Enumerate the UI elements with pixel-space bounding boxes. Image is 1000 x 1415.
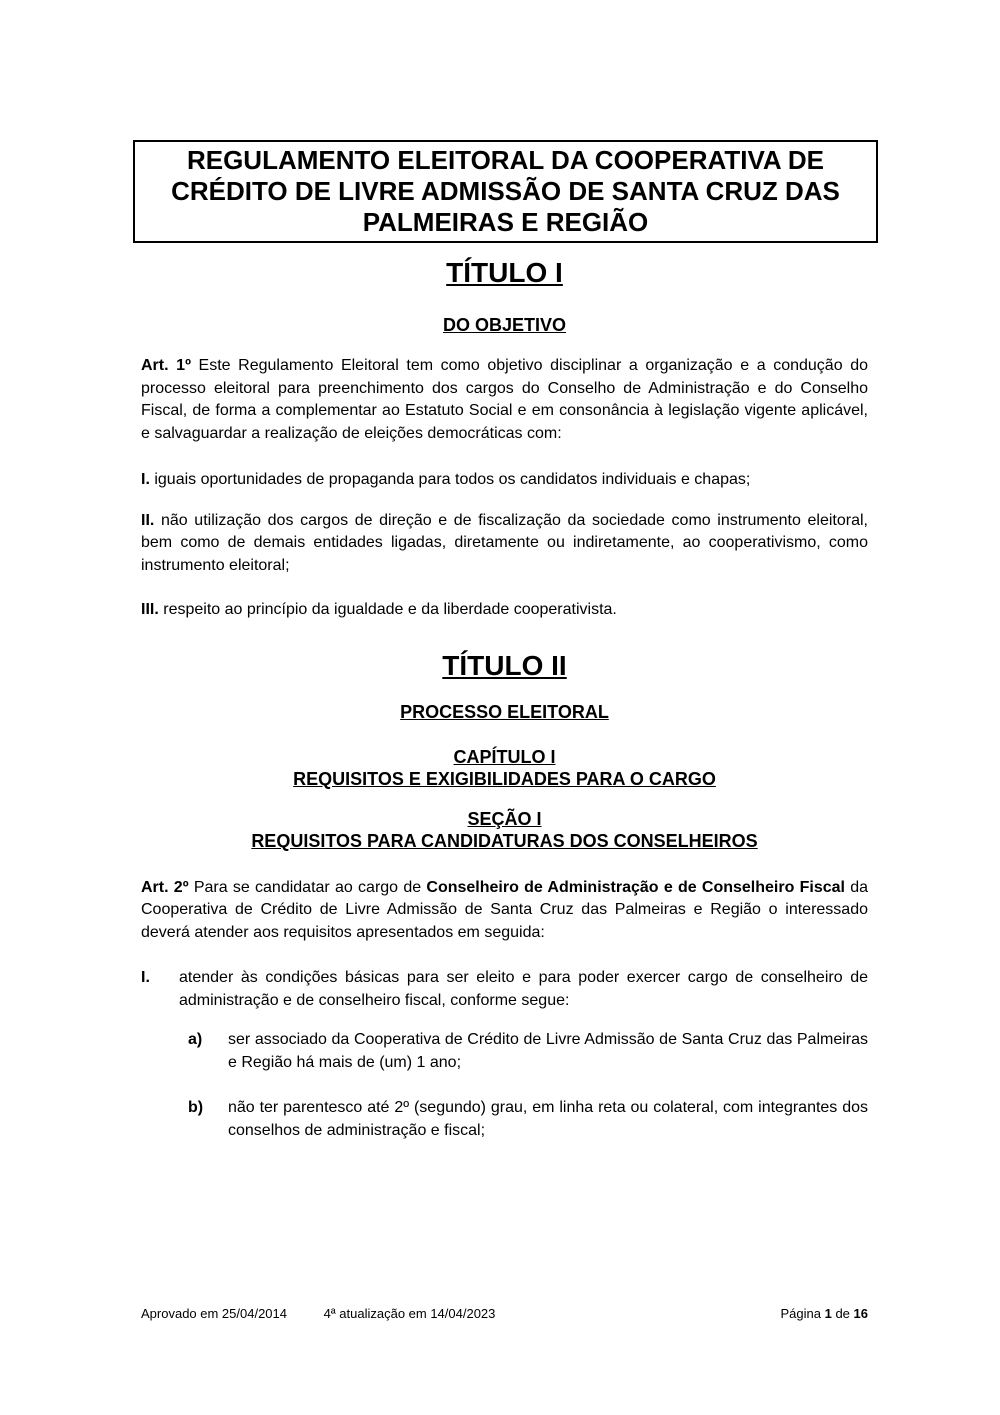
item-iii-text: respeito ao princípio da igualdade e da liberdade cooperativista. (163, 601, 617, 618)
list-item (141, 1097, 868, 1142)
list-item (141, 599, 868, 622)
item-i-marker: I. (141, 471, 150, 488)
list-item (141, 1029, 868, 1074)
art-1-label: Art. 1º (141, 357, 191, 374)
art-2-bold-phrase: Conselheiro de Administração e de Conselheiro Fiscal (426, 878, 845, 896)
capitulo-line-1: CAPÍTULO I (453, 746, 556, 767)
item-iii-marker: III. (141, 601, 159, 618)
secao-line-1: SEÇÃO I (467, 808, 542, 829)
footer-update-date: 4ª atualização em 14/04/2023 (323, 1306, 496, 1321)
art-2-label: Art. 2º (141, 878, 189, 896)
subitem-b-marker: b) (188, 1099, 204, 1116)
heading-capitulo-i (141, 746, 868, 790)
subitem-a-marker: a) (188, 1031, 203, 1048)
item-i-atender-marker: I. (141, 969, 150, 986)
art-2-text-1: Para se candidatar ao cargo de (193, 878, 422, 896)
heading-titulo-i: TÍTULO I (446, 257, 563, 288)
heading-secao-i (141, 808, 868, 852)
page-footer (141, 1306, 868, 1322)
document-title: REGULAMENTO ELEITORAL DA COOPERATIVA DE CRÉDITO DE LIVRE ADMISSÃO DE SANTA CRUZ DAS PALMEIRAS E REGIÃO (171, 145, 840, 237)
art-1-text: Este Regulamento Eleitoral tem como objetivo disciplinar a organização e a condução do processo eleitoral para preenchimento dos cargos do Conselho de Administração e do Conselho Fiscal, de forma a complementar ao Estatuto Social e em consonância à legislação vigente aplicável, e salvaguardar a realização de eleições democráticas com: (141, 357, 869, 442)
page-number-current: 1 (824, 1306, 832, 1321)
document-content (141, 0, 868, 1142)
paragraph-art-2 (141, 877, 868, 945)
page-number-total: 16 (853, 1306, 868, 1321)
heading-titulo-ii: TÍTULO II (442, 649, 567, 681)
footer-left (141, 1306, 495, 1322)
heading-processo-eleitoral: PROCESSO ELEITORAL (400, 701, 609, 722)
page-number-label: Página (780, 1306, 821, 1321)
subitem-b-text: não ter parentesco até 2º (segundo) grau, em linha reta ou colateral, com integrantes dos conselhos de administração e fiscal; (228, 1099, 868, 1139)
item-ii-marker: II. (141, 511, 155, 529)
item-i-atender-text: atender às condições básicas para ser eleito e para poder exercer cargo de conselheiro de administração e de conselheiro fiscal, conforme segue: (179, 969, 868, 1009)
list-item (141, 510, 868, 578)
list-item (141, 469, 868, 492)
list-item (141, 967, 868, 1012)
footer-page-number (780, 1306, 868, 1322)
art-2-text-2: da Cooperativa de Crédito de Livre Admissão de Santa Cruz das Palmeiras e Região o interessado deverá atender aos requisitos apresentados em seguida: (141, 878, 869, 941)
paragraph-art-1 (141, 355, 868, 445)
footer-approved-date: Aprovado em 25/04/2014 (141, 1306, 287, 1321)
item-ii-text: não utilização dos cargos de direção e de fiscalização da sociedade como instrumento eleitoral, bem como de demais entidades ligadas, diretamente ou indiretamente, ao cooperativismo, como instrumento eleitoral; (141, 511, 868, 574)
secao-line-2: REQUISITOS PARA CANDIDATURAS DOS CONSELHEIROS (251, 830, 758, 851)
subitem-a-text: ser associado da Cooperativa de Crédito de Livre Admissão de Santa Cruz das Palmeiras e Região há mais de (um) 1 ano; (228, 1031, 868, 1071)
item-i-text: iguais oportunidades de propaganda para todos os candidatos individuais e chapas; (154, 471, 751, 488)
capitulo-line-2: REQUISITOS E EXIGIBILIDADES PARA O CARGO (293, 768, 716, 789)
page-number-of: de (835, 1306, 850, 1321)
heading-do-objetivo: DO OBJETIVO (442, 315, 567, 335)
